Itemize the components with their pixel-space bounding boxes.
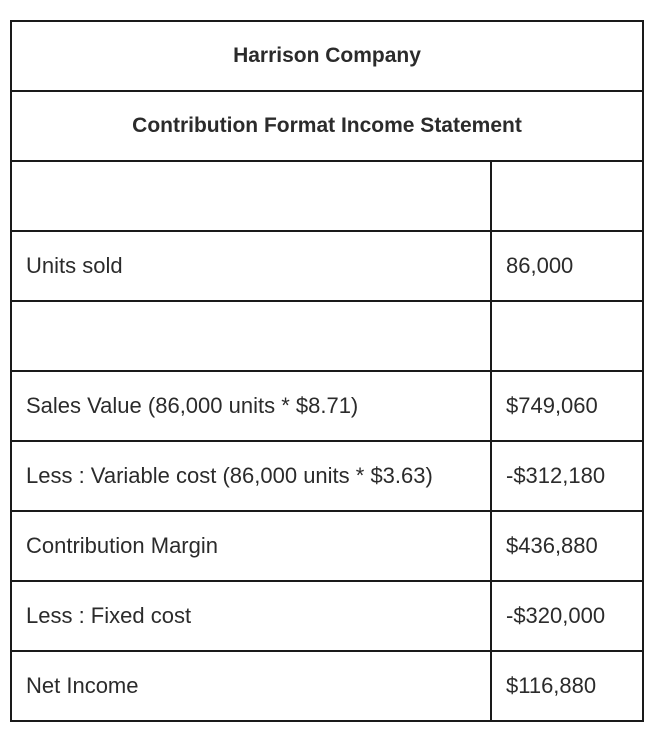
row-value: $436,880: [491, 511, 643, 581]
row-label: [11, 301, 491, 371]
row-label: Less : Fixed cost: [11, 581, 491, 651]
row-value: $749,060: [491, 371, 643, 441]
row-value: $116,880: [491, 651, 643, 721]
row-value: 86,000: [491, 231, 643, 301]
row-label: [11, 161, 491, 231]
statement-title: Contribution Format Income Statement: [11, 91, 643, 161]
table-row: [11, 581, 643, 651]
row-label: Units sold: [11, 231, 491, 301]
table-row: [11, 651, 643, 721]
row-label: Less : Variable cost (86,000 units * $3.63): [11, 441, 491, 511]
table-row: [11, 161, 643, 231]
row-label: Contribution Margin: [11, 511, 491, 581]
row-value: -$320,000: [491, 581, 643, 651]
income-statement-table: [10, 20, 644, 722]
statement-title-row: [11, 91, 643, 161]
table-row: [11, 301, 643, 371]
row-value: [491, 161, 643, 231]
table-row: [11, 231, 643, 301]
table-row: [11, 371, 643, 441]
company-name: Harrison Company: [11, 21, 643, 91]
row-value: [491, 301, 643, 371]
table-row: [11, 511, 643, 581]
row-value: -$312,180: [491, 441, 643, 511]
row-label: Sales Value (86,000 units * $8.71): [11, 371, 491, 441]
table-row: [11, 441, 643, 511]
row-label: Net Income: [11, 651, 491, 721]
company-header-row: [11, 21, 643, 91]
